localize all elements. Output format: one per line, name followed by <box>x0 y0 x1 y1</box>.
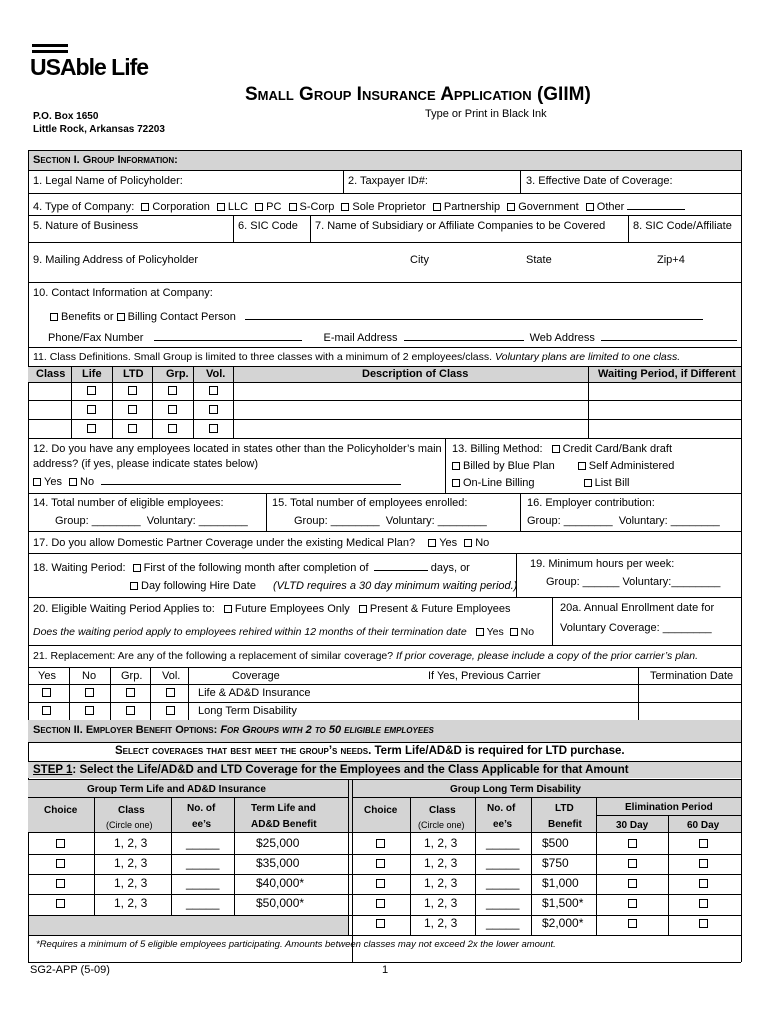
col-grp: Grp. <box>166 368 189 380</box>
q12-states-input[interactable] <box>101 474 401 485</box>
q17-row: 17. Do you allow Domestic Partner Coverage under the existing Medical Plan? Yes No <box>33 537 490 549</box>
col-life: Life <box>82 368 102 380</box>
contact-person-input[interactable] <box>245 309 703 320</box>
life-class-options[interactable]: 1, 2, 3 <box>114 876 148 890</box>
ltd-30day-cb[interactable] <box>628 899 637 908</box>
ltd-col-ees: ee’s <box>493 819 513 830</box>
q16-label: 16. Employer contribution: <box>527 497 655 509</box>
cb-llc[interactable]: LLC <box>217 201 248 213</box>
col-description: Description of Class <box>362 368 469 380</box>
class1-vol-cb[interactable] <box>209 386 218 395</box>
ltd-60day-cb[interactable] <box>699 839 708 848</box>
life-choice-cb[interactable] <box>56 839 65 848</box>
billing-row-1: 13. Billing Method: Credit Card/Bank draft <box>452 443 672 455</box>
contact-info-label: 10. Contact Information at Company: <box>33 287 213 299</box>
rep-ltd-grp[interactable] <box>126 706 135 715</box>
ltd-amount: $1,500* <box>542 896 584 910</box>
rehire-yes[interactable]: Yes <box>476 626 504 638</box>
ltd-col-noof: No. of <box>487 803 516 814</box>
ltd-amount: $1,000 <box>542 876 579 890</box>
class3-life-cb[interactable] <box>87 424 96 433</box>
rep-col-no: No <box>82 670 97 682</box>
life-class-options[interactable]: 1, 2, 3 <box>114 856 148 870</box>
contact-person-row <box>50 309 703 324</box>
cb-pc[interactable]: PC <box>255 201 281 213</box>
q12-yes[interactable]: Yes <box>33 476 62 488</box>
ltd-60day-cb[interactable] <box>699 859 708 868</box>
q16-inputs[interactable]: Group: ________ Voluntary: ________ <box>527 515 720 527</box>
ltd-60day-cb[interactable] <box>699 919 708 928</box>
phone-input[interactable] <box>154 330 302 341</box>
step1-heading: STEP 1: Select the Life/AD&D and LTD Coverage for the Employees and the Class Applicable for that Amount <box>33 764 629 776</box>
ltd-table-title: Group Long Term Disability <box>450 784 581 795</box>
class1-grp-cb[interactable] <box>168 386 177 395</box>
section-2-heading: Section II. Employer Benefit Options: For Groups with 2 to 50 eligible employees <box>33 724 434 736</box>
col-vol: Vol. <box>206 368 226 380</box>
company-type-label: 4. Type of Company: <box>33 201 135 213</box>
q21-label: 21. Replacement: Are any of the following a replacement of similar coverage? If prior coverage, please include a copy of the prior carrier’s plan. <box>33 650 698 662</box>
form-number: SG2-APP (5-09) <box>30 964 110 976</box>
class1-life-cb[interactable] <box>87 386 96 395</box>
ltd-col-elim: Elimination Period <box>625 802 713 813</box>
rep-col-vol: Vol. <box>162 670 181 682</box>
cb-sole[interactable]: Sole Proprietor <box>341 201 425 213</box>
life-table-title: Group Term Life and AD&D Insurance <box>87 784 266 795</box>
q20-row: 20. Eligible Waiting Period Applies to: Future Employees Only Present & Future Employees <box>33 603 511 615</box>
life-col-noof: No. of <box>187 803 216 814</box>
ltd-col-class: Class <box>429 805 456 816</box>
life-amount: $25,000 <box>256 836 300 850</box>
ltd-class-options[interactable]: 1, 2, 3 <box>424 896 458 910</box>
company-type-row <box>33 199 685 214</box>
ltd-col-ltd: LTD <box>555 803 574 814</box>
billing-row-3 <box>452 477 629 490</box>
section-1-heading: Section I. Group Information: <box>33 154 178 166</box>
cb-day-following[interactable]: Day following Hire Date <box>130 580 256 592</box>
cb-list[interactable]: List Bill <box>584 477 630 489</box>
ltd-ees-input[interactable]: _____ <box>486 916 520 930</box>
life-ees-input[interactable]: _____ <box>186 856 220 870</box>
life-choice-cb[interactable] <box>56 899 65 908</box>
life-choice-cb[interactable] <box>56 879 65 888</box>
q17-yes[interactable]: Yes <box>428 537 457 549</box>
field-sic-code[interactable]: 6. SIC Code <box>238 220 298 232</box>
cb-credit[interactable]: Credit Card/Bank draft <box>552 443 672 455</box>
ltd-col-30day: 30 Day <box>616 820 649 831</box>
q14-label: 14. Total number of eligible employees: <box>33 497 224 509</box>
ltd-ees-input[interactable]: _____ <box>486 876 520 890</box>
ltd-ees-input[interactable]: _____ <box>486 896 520 910</box>
ltd-col-60day: 60 Day <box>687 820 720 831</box>
life-col-benefit2: AD&D Benefit <box>251 819 317 830</box>
col-ltd: LTD <box>123 368 144 380</box>
field-legal-name[interactable]: 1. Legal Name of Policyholder: <box>33 175 183 187</box>
class3-vol-cb[interactable] <box>209 424 218 433</box>
rep-col-yes: Yes <box>38 670 56 682</box>
cb-online[interactable]: On-Line Billing <box>452 477 535 489</box>
class2-vol-cb[interactable] <box>209 405 218 414</box>
rep-ltd-no[interactable] <box>85 706 94 715</box>
rep-ltd-label: Long Term Disability <box>198 705 297 717</box>
ltd-choice-cb[interactable] <box>376 859 385 868</box>
field-zip[interactable]: Zip+4 <box>657 254 685 266</box>
q15-inputs[interactable]: Group: ________ Voluntary: ________ <box>294 515 487 527</box>
page-number: 1 <box>382 964 389 976</box>
cb-present[interactable]: Present & Future Employees <box>359 603 511 615</box>
billing-row-2 <box>452 460 674 473</box>
rep-ltd-vol[interactable] <box>166 706 175 715</box>
logo: USAble Life <box>30 44 160 84</box>
ltd-ees-input[interactable]: _____ <box>486 836 520 850</box>
rep-life-vol[interactable] <box>166 688 175 697</box>
q12-line1: 12. Do you have any employees located in states other than the Policyholder’s main <box>33 443 442 455</box>
ltd-col-benefit: Benefit <box>548 819 582 830</box>
rehire-no[interactable]: No <box>510 626 534 638</box>
q12-no[interactable]: No <box>69 476 94 488</box>
q18-row-1: 18. Waiting Period: First of the following month after completion of days, or <box>33 562 470 574</box>
life-amount: $35,000 <box>256 856 300 870</box>
cb-future[interactable]: Future Employees Only <box>224 603 350 615</box>
ltd-amount: $750 <box>542 856 569 870</box>
life-ees-input[interactable]: _____ <box>186 876 220 890</box>
life-amount: $50,000* <box>256 896 305 910</box>
contact-phone-row: Phone/Fax Number E-mail Address Web Address <box>48 330 737 345</box>
life-col-ees: ee’s <box>192 819 212 830</box>
life-col-benefit1: Term Life and <box>251 803 316 814</box>
field-nature-business[interactable]: 5. Nature of Business <box>33 220 139 232</box>
rep-ltd-yes[interactable] <box>42 706 51 715</box>
ltd-choice-cb[interactable] <box>376 839 385 848</box>
ltd-ees-input[interactable]: _____ <box>486 856 520 870</box>
life-col-circle: (Circle one) <box>106 820 153 830</box>
rep-col-carrier: If Yes, Previous Carrier <box>428 670 541 682</box>
field-state[interactable]: State <box>526 254 552 266</box>
col-waiting: Waiting Period, if Different <box>598 368 736 380</box>
ltd-amount: $500 <box>542 836 569 850</box>
rep-life-grp[interactable] <box>126 688 135 697</box>
field-sic-affiliate[interactable]: 8. SIC Code/Affiliate <box>633 220 732 232</box>
life-amount: $40,000* <box>256 876 305 890</box>
life-choice-cb[interactable] <box>56 859 65 868</box>
q20a-label: 20a. Annual Enrollment date for <box>560 602 715 614</box>
q19-label: 19. Minimum hours per week: <box>530 558 675 570</box>
class2-grp-cb[interactable] <box>168 405 177 414</box>
q20a-input[interactable]: Voluntary Coverage: ________ <box>560 622 712 634</box>
class3-grp-cb[interactable] <box>168 424 177 433</box>
web-input[interactable] <box>601 330 737 341</box>
ltd-col-circle: (Circle one) <box>418 820 465 830</box>
rep-col-grp: Grp. <box>121 670 143 682</box>
ltd-col-choice: Choice <box>364 805 398 816</box>
field-taxpayer-id[interactable]: 2. Taxpayer ID#: <box>348 175 428 187</box>
field-subsidiary[interactable]: 7. Name of Subsidiary or Affiliate Companies to be Covered <box>315 220 606 232</box>
select-coverages: Select coverages that best meet the group’s needs. Term Life/AD&D is required for LTD purchase. <box>115 745 625 757</box>
field-city[interactable]: City <box>410 254 429 266</box>
class-definitions-label: 11. Class Definitions. Small Group is limited to three classes with a minimum of 2 employees/class. Voluntary plans are limited to one class. <box>33 351 681 363</box>
cb-other[interactable]: Other <box>586 201 686 213</box>
q20-rehire-row: Does the waiting period apply to employees rehired within 12 months of their termination date Yes No <box>33 626 535 638</box>
life-ees-input[interactable]: _____ <box>186 896 220 910</box>
cb-benefits[interactable]: Benefits or <box>50 311 114 323</box>
ltd-amount: $2,000* <box>542 916 584 930</box>
life-ees-input[interactable]: _____ <box>186 836 220 850</box>
email-input[interactable] <box>404 330 524 341</box>
cb-blue[interactable]: Billed by Blue Plan <box>452 460 555 472</box>
ltd-30day-cb[interactable] <box>628 839 637 848</box>
q12-answers <box>33 474 401 489</box>
q15-label: 15. Total number of employees enrolled: <box>272 497 468 509</box>
days-input[interactable] <box>374 560 428 571</box>
ltd-choice-cb[interactable] <box>376 879 385 888</box>
rep-col-termination: Termination Date <box>650 670 734 682</box>
address-line-1: P.O. Box 1650 <box>33 111 99 122</box>
cb-first-month[interactable]: First of the following month after completion of <box>133 562 369 574</box>
q14-inputs[interactable]: Group: ________ Voluntary: ________ <box>55 515 248 527</box>
rep-life-yes[interactable] <box>42 688 51 697</box>
col-class: Class <box>36 368 66 380</box>
page-title: Small Group Insurance Application (GIIM) <box>245 84 591 105</box>
footnote: *Requires a minimum of 5 eligible employees participating. Amounts between classes may not exceed 2x the lower amount. <box>36 939 556 950</box>
cb-self[interactable]: Self Administered <box>578 460 675 472</box>
cb-government[interactable]: Government <box>507 201 579 213</box>
rep-life-label: Life & AD&D Insurance <box>198 687 311 699</box>
field-mailing-address[interactable]: 9. Mailing Address of Policyholder <box>33 254 199 266</box>
life-col-class: Class <box>118 805 145 816</box>
field-effective-date[interactable]: 3. Effective Date of Coverage: <box>526 175 673 187</box>
rep-life-no[interactable] <box>85 688 94 697</box>
life-class-options[interactable]: 1, 2, 3 <box>114 836 148 850</box>
class3-ltd-cb[interactable] <box>128 424 137 433</box>
ltd-30day-cb[interactable] <box>628 919 637 928</box>
ltd-60day-cb[interactable] <box>699 879 708 888</box>
q19-inputs[interactable]: Group: ______ Voluntary:________ <box>546 576 721 588</box>
life-col-choice: Choice <box>44 805 78 816</box>
q12-line2: address? (if yes, please indicate states below) <box>33 458 259 470</box>
page-subtitle: Type or Print in Black Ink <box>425 108 547 120</box>
rep-col-coverage: Coverage <box>232 670 280 682</box>
ltd-class-options[interactable]: 1, 2, 3 <box>424 856 458 870</box>
ltd-class-options[interactable]: 1, 2, 3 <box>424 836 458 850</box>
ltd-choice-cb[interactable] <box>376 899 385 908</box>
life-class-options[interactable]: 1, 2, 3 <box>114 896 148 910</box>
ltd-class-options[interactable]: 1, 2, 3 <box>424 916 458 930</box>
cb-corporation[interactable]: Corporation <box>141 201 209 213</box>
q18-row-2: Day following Hire Date (VLTD requires a 30 day minimum waiting period.) <box>130 580 517 593</box>
q17-no[interactable]: No <box>464 537 489 549</box>
class2-ltd-cb[interactable] <box>128 405 137 414</box>
cb-billing[interactable]: Billing Contact Person <box>117 311 236 323</box>
address-line-2: Little Rock, Arkansas 72203 <box>33 124 165 135</box>
cb-partnership[interactable]: Partnership <box>433 201 500 213</box>
class2-life-cb[interactable] <box>87 405 96 414</box>
class1-ltd-cb[interactable] <box>128 386 137 395</box>
cb-scorp[interactable]: S-Corp <box>289 201 335 213</box>
ltd-60day-cb[interactable] <box>699 899 708 908</box>
ltd-class-options[interactable]: 1, 2, 3 <box>424 876 458 890</box>
ltd-30day-cb[interactable] <box>628 879 637 888</box>
ltd-choice-cb[interactable] <box>376 919 385 928</box>
ltd-30day-cb[interactable] <box>628 859 637 868</box>
